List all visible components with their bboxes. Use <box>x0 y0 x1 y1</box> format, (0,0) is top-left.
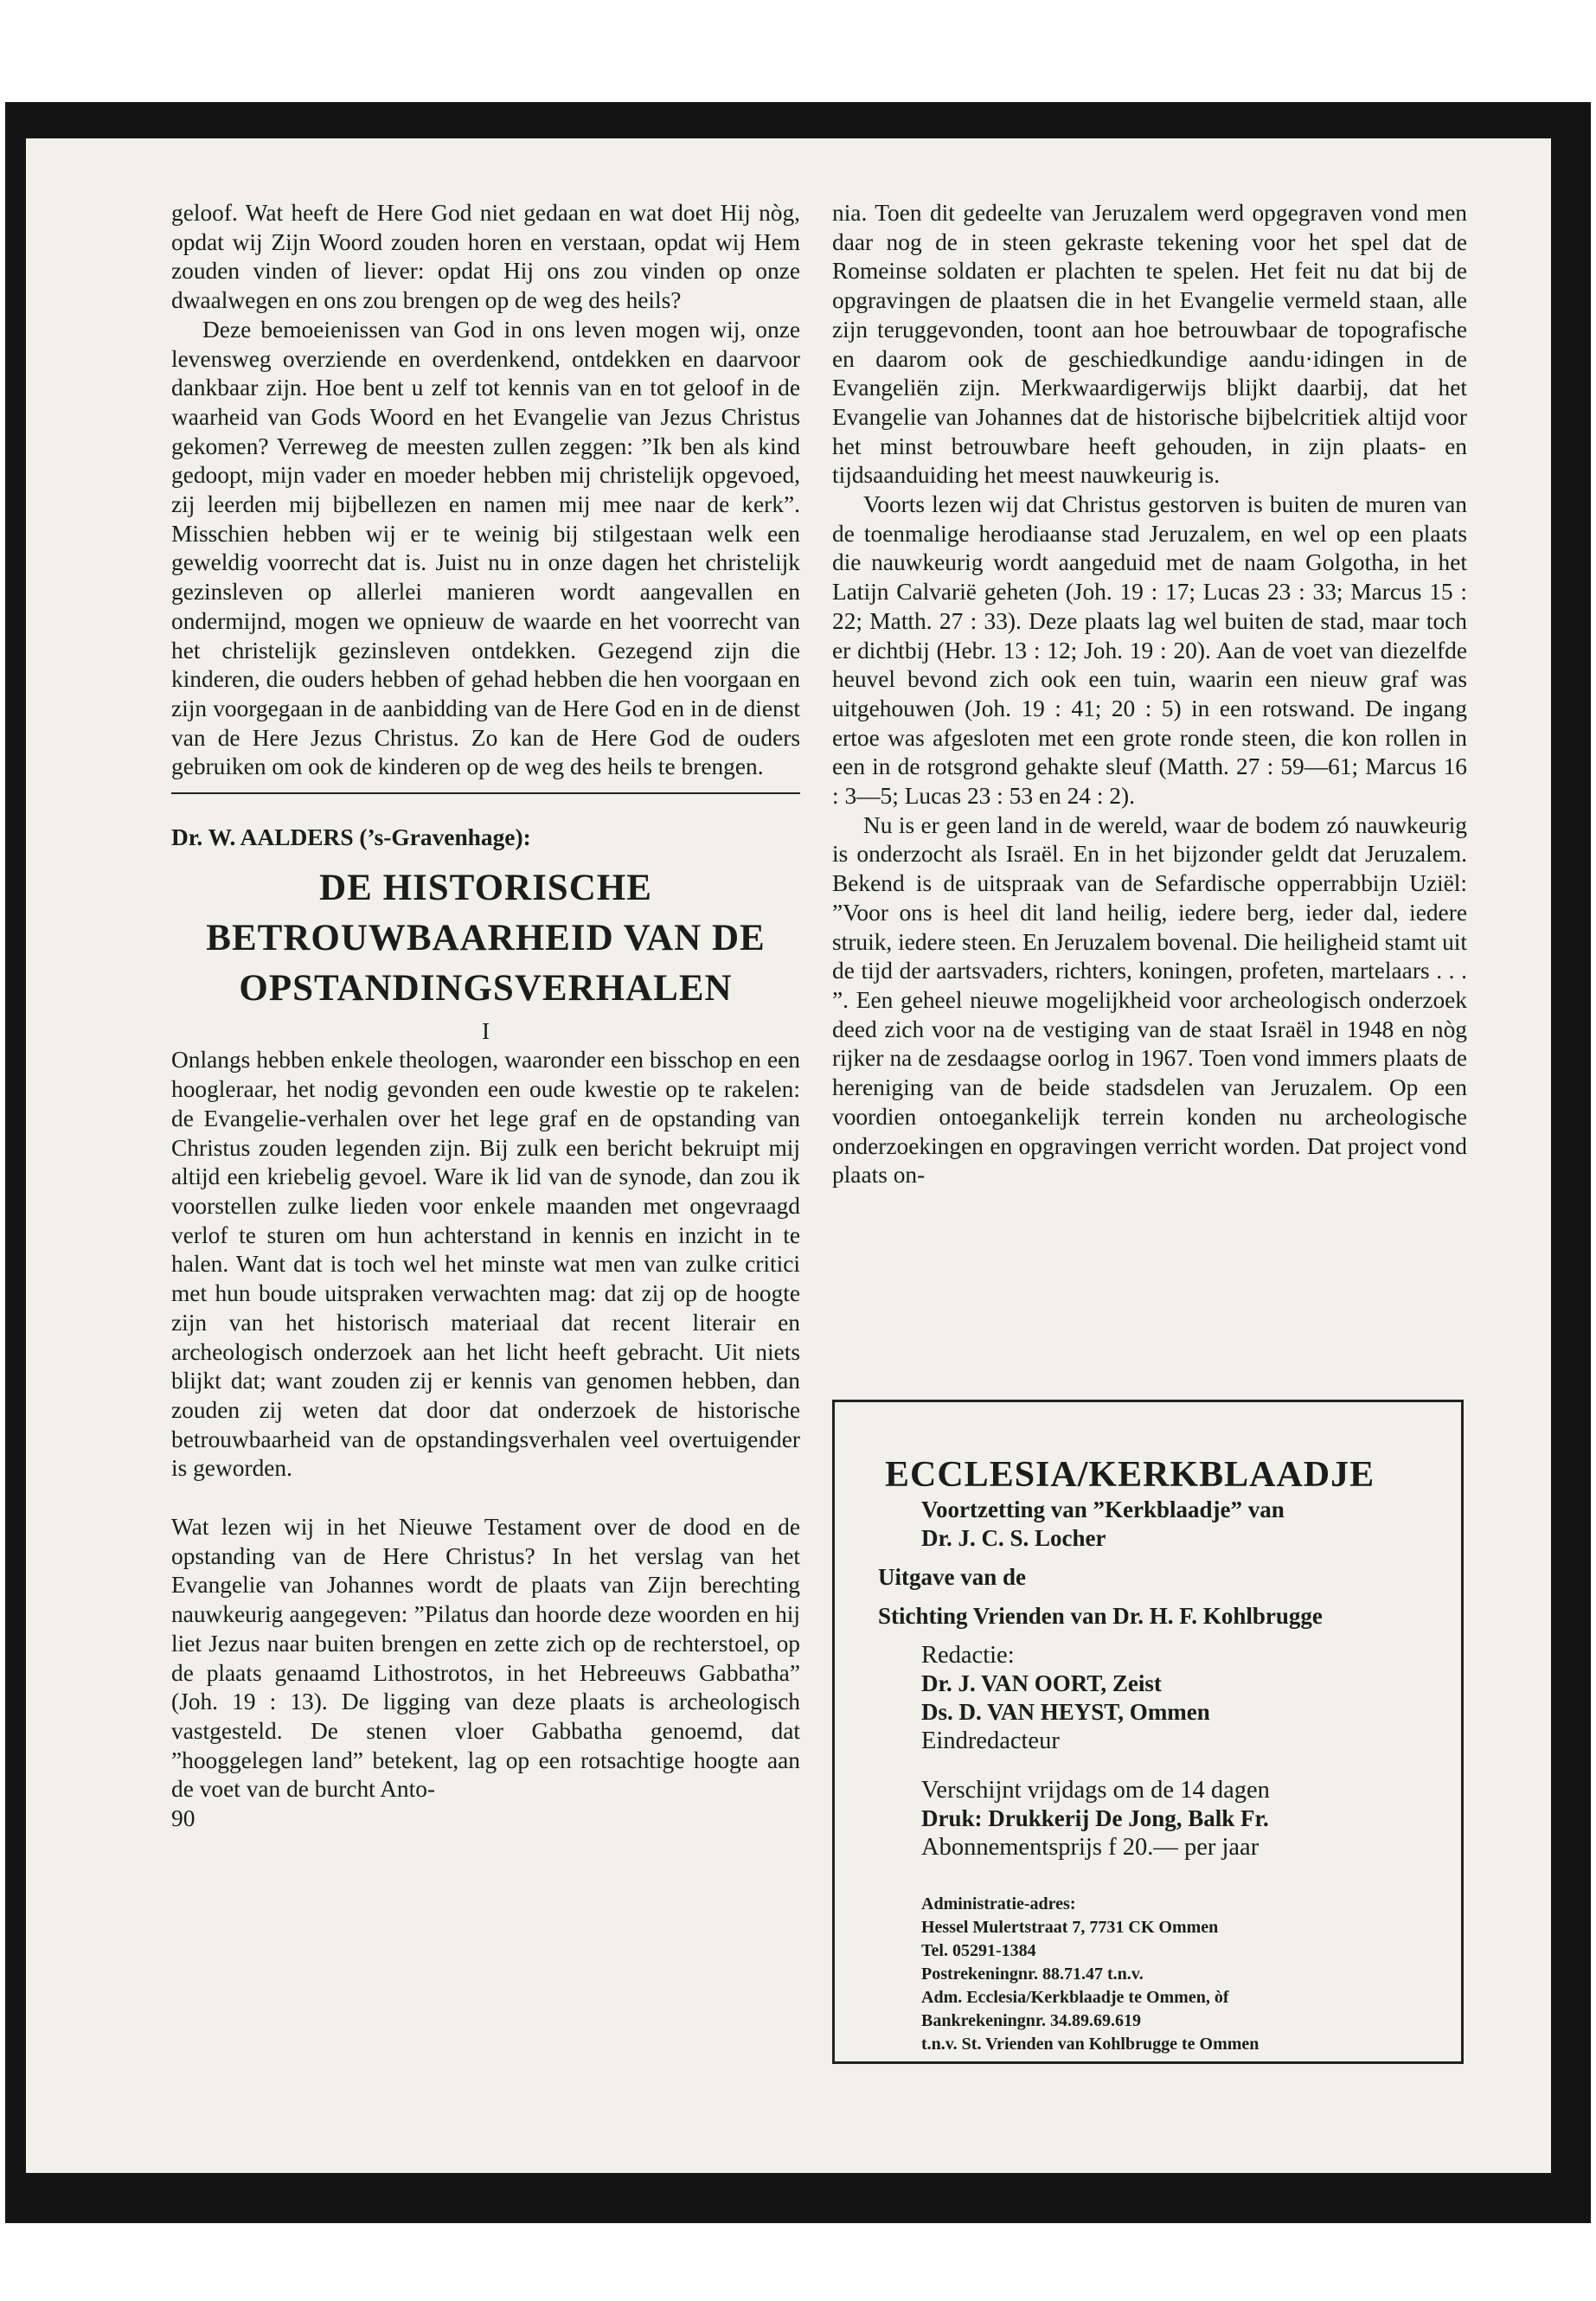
colophon-address <box>878 1893 1435 2056</box>
colophon-editor: Ds. D. VAN HEYST, Ommen <box>921 1699 1210 1725</box>
paragraph-antonia: nia. Toen dit gedeelte van Jeruzalem werd opgegraven vond men daar nog de in steen gekraste tekening voor het spel dat de Romeinse soldaten er plachten te spelen. Het feit nu dat bij de opgravingen de plaatsen die in het Evangelie vermeld staan, alle zijn teruggevonden, toont aan hoe betrouwbaar de topografische en daarom ook de geschiedkundige aandu·idingen in de Evangeliën zijn. Merkwaardigerwijs blijkt daarbij, dat het Evangelie van Johannes dat de historische bijbelcritiek altijd voor het minst betrouwbare heeft gehouden, in zijn plaats- en tijdsaanduiding het meest nauwkeurig is. <box>832 200 1467 489</box>
colophon-frequency: Verschijnt vrijdags om de 14 dagen <box>921 1777 1270 1804</box>
colophon-printer: Druk: Drukkerij De Jong, Balk Fr. <box>921 1805 1269 1831</box>
paragraph-gods-guidance: Deze bemoeienissen van God in ons leven mogen wij, onze levensweg overziende en overdenkend, ontdekken en daarvoor dankbaar zijn. Hoe bent u zelf tot kennis van en tot geloof in de waarheid van Gods Woord en het Evangelie van Jezus Christus gekomen? Verreweg de meesten zullen zeggen: ”Ik ben als kind gedoopt, mijn vader en moeder hebben mij christelijk opgevoed, zij leerden mij bijbellezen en namen mij mee naar de kerk”. Misschien hebben wij er te weinig bij stilgestaan welk een geweldig voorrecht dat is. Juist nu in onze dagen het christelijk gezinsleven op allerlei manieren wordt aangevallen en ondermijnd, mogen we opnieuw de waarde en het voorrecht van het christelijk gezinsleven ontdekken. Gezegend zijn die kinderen, die ouders hebben of gehad hebben die hen voorgaan en zijn voorgegaan in de aanbidding van de Here God en in de dienst van de Here Jezus Christus. Zo kan de Here God de ouders gebruiken om ook de kinderen op de weg des heils te brengen. <box>171 316 800 780</box>
address-line: Administratie-adres: <box>921 1894 1076 1913</box>
paragraph-israel: Nu is er geen land in de wereld, waar de bodem zó nauwkeurig is onderzocht als Israël. En in het bijzonder geldt dat Jeruzalem. Bekend is de uitspraak van de Sefardische opperrabbijn Uziël: ”Voor ons is heel dit land heilig, iedere berg, ieder dal, iedere struik, iedere steen. En Jeruzalem bovenal. Die heiligheid stamt uit de tijd der aartsvaders, richters, koningen, profeten, martelaars . . . ”. Een geheel nieuwe mogelijkheid voor archeologisch onderzoek deed zich voor na de vestiging van de staat Israël in 1948 en nòg rijker na de zesdaagse oorlog in 1967. Toen vond immers plaats de hereniging van de beide stadsdelen van Jeruzalem. Op een voordien ontoegankelijk terrein konden nu archeologische onderzoekingen en opgravingen verricht worden. Dat project vond plaats on- <box>832 811 1467 1189</box>
address-line: Adm. Ecclesia/Kerkblaadje te Ommen, òf <box>921 1988 1229 2007</box>
colophon-editor-role: Eindredacteur <box>921 1727 1060 1754</box>
section-divider <box>171 792 800 794</box>
colophon-editor: Dr. J. VAN OORT, Zeist <box>921 1670 1162 1696</box>
address-line: Postrekeningnr. 88.71.47 t.n.v. <box>921 1965 1144 1984</box>
paragraph-theologians: Onlangs hebben enkele theologen, waaronder een bisschop en een hoogleraar, het nodig gevonden een oude kwestie op te rakelen: de Evangelie-verhalen over het lege graf en de opstanding van Christus zouden legenden zijn. Bij zulk een bericht bekruipt mij altijd een kriebelig gevoel. Ware ik lid van de synode, dan zou ik voorstellen zulke lieden voor enkele maanden met ongevraagd verlof te sturen om hun achterstand in kennis en inzicht in te halen. Want dat is toch wel het minste wat men van zulke critici met hun boude uitspraken verwachten mag: dat zij op de hoogte zijn van het historisch materiaal dat recent literair en archeologisch onderzoek aan het licht heeft gebracht. Uit niets blijkt dat; want zouden zij er kennis van genomen hebben, dan zouden zij weten dat door dat onderzoek de historische betrouwbaarheid van de opstandingsverhalen veel overtuigender is geworden. <box>171 1047 800 1482</box>
address-line: t.n.v. St. Vrienden van Kohlbrugge te Ommen <box>921 2035 1259 2054</box>
article-byline: Dr. W. AALDERS (’s-Gravenhage): <box>171 824 531 851</box>
paragraph-golgotha: Voorts lezen wij dat Christus gestorven is buiten de muren van de toenmalige herodiaanse stad Jeruzalem, en wel op een plaats die nauwkeurig wordt aangeduid met de naam Golgotha, in het Latijn Calvarië geheten (Joh. 19 : 17; Lucas 23 : 33; Marcus 15 : 22; Matth. 27 : 33). Deze plaats lag wel buiten de stad, maar toch er dichtbij (Hebr. 13 : 12; Joh. 19 : 20). Aan de voet van diezelfde heuvel bevond zich ook een tuin, waarin een nieuw graf was uitgehouwen (Joh. 19 : 41; 20 : 5) in een rotswand. De ingang ertoe was afgesloten met een grote ronde steen, die kon rollen in een in de rotsgrond gehakte sleuf (Matth. 27 : 59—61; Marcus 16 : 3—5; Lucas 23 : 53 en 24 : 2). <box>832 491 1467 810</box>
colophon-continuation-name: Dr. J. C. S. Locher <box>921 1525 1106 1551</box>
address-line: Hessel Mulertstraat 7, 7731 CK Ommen <box>921 1918 1219 1937</box>
paragraph-intro-continued: geloof. Wat heeft de Here God niet gedaan en wat doet Hij nòg, opdat wij Zijn Woord zouden horen en verstaan, opdat wij Hem zouden vinden of liever: opdat Hij ons zou vinden op onze dwaalwegen en ons zou brengen op de weg des heils? <box>171 200 800 314</box>
colophon-subscription: Abonnementsprijs f 20.— per jaar <box>921 1834 1259 1861</box>
right-column <box>832 199 1467 1190</box>
address-line: Bankrekeningnr. 34.89.69.619 <box>921 2011 1141 2030</box>
paragraph-new-testament: Wat lezen wij in het Nieuwe Testament over de dood en de opstanding van de Here Christus? In het verslag van het Evangelie van Johannes wordt de plaats van Zijn berechting nauwkeurig aangegeven: ”Pilatus dan hoorde deze woorden en hij liet Jezus naar buiten brengen en zette zich op de rechterstoel, op de plaats genaamd Lithostrotos, in het Hebreeuws Gabbatha” (Joh. 19 : 13). De ligging van deze plaats is archeologisch vastgesteld. De stenen vloer Gabbatha genoemd, dat ”hooggelegen land” betekent, lag op een rotsachtige hoogte aan de voet van de burcht Anto- <box>171 1514 800 1803</box>
part-number: I <box>481 1017 490 1044</box>
headline-line: BETROUWBAARHEID VAN DE <box>206 917 766 958</box>
colophon-editorial-label: Redactie: <box>921 1642 1015 1669</box>
article-headline <box>171 863 800 1014</box>
headline-line: OPSTANDINGSVERHALEN <box>239 967 733 1009</box>
address-line: Tel. 05291-1384 <box>921 1941 1036 1960</box>
colophon-title: ECCLESIA/KERKBLAADJE <box>885 1455 1375 1495</box>
left-column <box>171 199 800 1834</box>
colophon-continuation: Voortzetting van ”Kerkblaadje” van <box>921 1497 1285 1522</box>
page-number: 90 <box>171 1805 195 1832</box>
colophon-box <box>832 1400 1464 2064</box>
headline-line: DE HISTORISCHE <box>319 867 652 908</box>
colophon-publisher-name: Stichting Vrienden van Dr. H. F. Kohlbrugge <box>878 1603 1323 1629</box>
colophon-publisher: Uitgave van de <box>878 1564 1026 1590</box>
